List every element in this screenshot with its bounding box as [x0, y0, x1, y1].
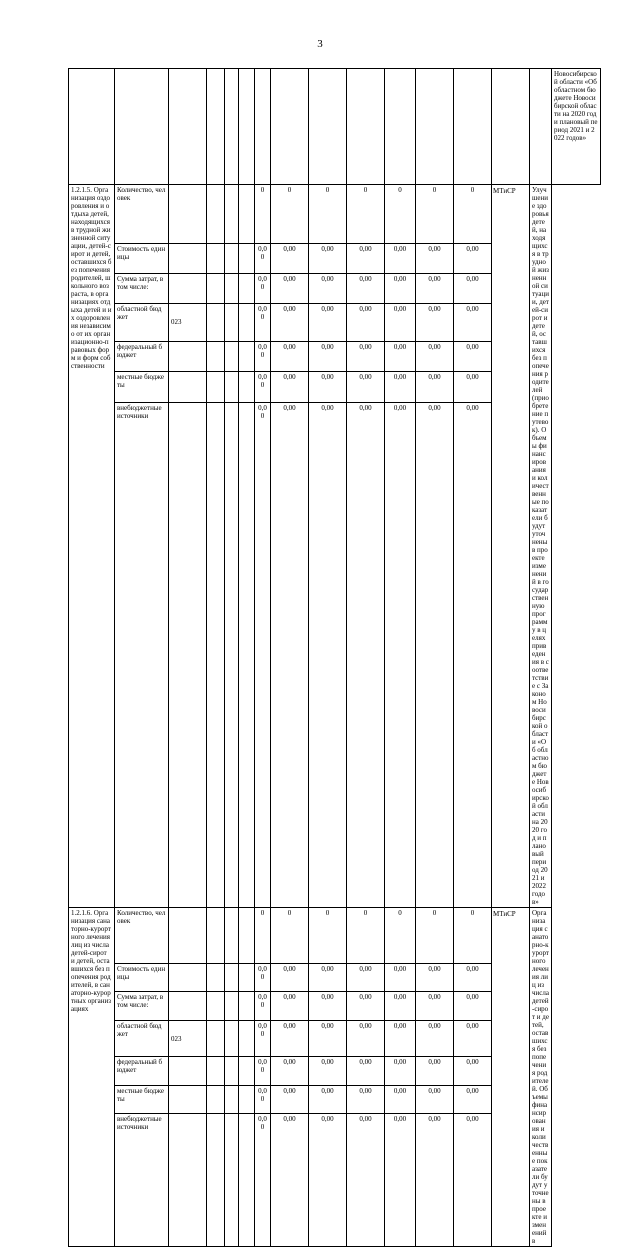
measure-name: 1.2.1.5. Организация оздоровления и отдыха детей, находящихся в трудной жизненной ситуации, детей-сирот и детей, оставшихся без попечения родителей, школьного возраста, в организациях отдыха детей и их оздоровления независимо от их организационно-правовых форм и форм собственности	[69, 185, 115, 908]
executor: МТиСР	[492, 185, 530, 908]
table-cell: 0,00	[454, 963, 492, 992]
expected-result: Организация санаторно-курортного лечения лиц из числа детей-сирот и детей, оставшихся без попечения родителей. Объемы финансирования и количественные показатели будут уточнены в проекте изменений в	[530, 908, 552, 1247]
table-row	[69, 908, 601, 964]
table-cell: 0	[454, 908, 492, 964]
table-cell: 0,00	[309, 402, 347, 907]
table-cell: 0,00	[309, 1057, 347, 1086]
table-cell: 0	[454, 185, 492, 244]
indicator-label: Количество, человек	[115, 185, 169, 244]
table-cell: 0,00	[454, 992, 492, 1021]
table-cell: 0,00	[385, 402, 416, 907]
table-cell: 0,00	[347, 402, 385, 907]
table-cell: 0,00	[255, 1057, 271, 1086]
table-cell: 0	[271, 908, 309, 964]
table-cell: 0,00	[416, 992, 454, 1021]
table-cell: 0,00	[255, 273, 271, 303]
table-cell: 0,00	[309, 243, 347, 273]
program-table	[68, 68, 601, 1247]
table-cell: 0,00	[416, 963, 454, 992]
table-cell: 0,00	[271, 342, 309, 372]
kbk-code: 023	[169, 1020, 207, 1056]
table-cell: 0,00	[271, 1057, 309, 1086]
table-cell: 0,00	[454, 1114, 492, 1247]
table-cell: 0,00	[416, 342, 454, 372]
table-cell: 0,00	[309, 342, 347, 372]
indicator-label: Стоимость единицы	[115, 963, 169, 992]
page-number: 3	[317, 38, 323, 50]
table-cell: 0,00	[309, 1114, 347, 1247]
table-cell: 0,00	[347, 372, 385, 402]
table-cell: 0	[385, 908, 416, 964]
table-cell: 0,00	[416, 402, 454, 907]
table-cell: 0,00	[309, 992, 347, 1021]
table-cell: 0,00	[454, 1085, 492, 1114]
indicator-label: федеральный бюджет	[115, 1057, 169, 1086]
table-cell: 0,00	[271, 963, 309, 992]
table-cell: 0,00	[454, 273, 492, 303]
table-cell: 0,00	[347, 1114, 385, 1247]
table-cell: 0,00	[255, 1085, 271, 1114]
table-cell: 0	[255, 908, 271, 964]
table-cell: 0,00	[385, 372, 416, 402]
table-cell: 0,00	[271, 992, 309, 1021]
table-cell: 0,00	[416, 372, 454, 402]
table-cell: 0	[309, 908, 347, 964]
table-cell: 0,00	[454, 342, 492, 372]
indicator-label: внебюджетные источники	[115, 1114, 169, 1247]
table-cell: 0,00	[271, 1085, 309, 1114]
table-cell: 0,00	[385, 992, 416, 1021]
table-cell: 0,00	[385, 1057, 416, 1086]
table-cell: 0,00	[454, 1057, 492, 1086]
table-cell: 0,00	[454, 372, 492, 402]
table-cell: 0,00	[385, 963, 416, 992]
table-cell: 0	[347, 908, 385, 964]
table-cell: 0,00	[271, 1020, 309, 1056]
table-cell: 0	[416, 908, 454, 964]
table-cell: 0,00	[271, 273, 309, 303]
table-cell: 0,00	[347, 963, 385, 992]
table-cell: 0,00	[255, 1020, 271, 1056]
table-cell: 0,00	[271, 243, 309, 273]
indicator-label: Стоимость единицы	[115, 243, 169, 273]
kbk-code: 023	[169, 304, 207, 342]
indicator-label: федеральный бюджет	[115, 342, 169, 372]
table-cell: 0,00	[309, 1085, 347, 1114]
table-cell: 0,00	[255, 402, 271, 907]
measure-name: 1.2.1.6. Организация санаторно-курортного лечения лиц из числа детей-сирот и детей, оставшихся без попечения родителей, в санаторно-курортных организациях	[69, 908, 115, 1247]
table-cell: 0	[271, 185, 309, 244]
indicator-label: местные бюджеты	[115, 1085, 169, 1114]
indicator-label: областной бюджет	[115, 304, 169, 342]
table-cell: 0,00	[309, 304, 347, 342]
expected-result: Улучшение здоровья детей, находящихся в трудной жизненной ситуации, детей-сирот и детей, оставшихся без попечения родителей (приобретение путевок). Объемы финансирования и количественные показатели будут уточнены в проекте изменений в государственную программу в целях приведения в соответствие с Законом Новосибирской области «Об областном бюджете Новосибирской области на 2020 год и плановый период 2021 и 2022 годов»	[530, 185, 552, 908]
table-cell: 0,00	[385, 342, 416, 372]
table-cell: 0	[255, 185, 271, 244]
table-cell: 0,00	[347, 342, 385, 372]
table-cell: 0,00	[347, 243, 385, 273]
table-cell: 0,00	[416, 1057, 454, 1086]
table-cell: 0,00	[347, 273, 385, 303]
table-cell: 0	[385, 185, 416, 244]
executor: МТиСР	[492, 908, 530, 1247]
table-row	[69, 185, 601, 244]
table-cell: 0	[309, 185, 347, 244]
indicator-label: областной бюджет	[115, 1020, 169, 1056]
table-cell: 0,00	[309, 372, 347, 402]
table-cell: 0,00	[347, 1020, 385, 1056]
top-note: Новосибирской области «Об областном бюджете Новосибирской области на 2020 год и плановый период 2021 и 2022 годов»	[552, 69, 601, 185]
table-cell: 0,00	[271, 1114, 309, 1247]
table-cell: 0,00	[416, 1114, 454, 1247]
table-cell: 0	[416, 185, 454, 244]
table-cell: 0,00	[309, 273, 347, 303]
table-cell: 0,00	[416, 243, 454, 273]
table-cell: 0,00	[347, 1057, 385, 1086]
table-cell: 0,00	[416, 1020, 454, 1056]
table-cell: 0,00	[309, 963, 347, 992]
table-cell: 0,00	[385, 1114, 416, 1247]
table-cell: 0,00	[454, 402, 492, 907]
table-cell: 0,00	[454, 304, 492, 342]
table-cell: 0,00	[347, 304, 385, 342]
indicator-label: Количество, человек	[115, 908, 169, 964]
table-cell: 0,00	[255, 342, 271, 372]
table-cell: 0,00	[416, 273, 454, 303]
table-cell: 0,00	[454, 1020, 492, 1056]
table-cell: 0,00	[309, 1020, 347, 1056]
table-cell: 0,00	[347, 992, 385, 1021]
table-cell: 0,00	[347, 1085, 385, 1114]
table-cell: 0,00	[385, 1020, 416, 1056]
table-cell: 0,00	[255, 243, 271, 273]
table-cell: 0,00	[385, 1085, 416, 1114]
table-cell: 0,00	[255, 1114, 271, 1247]
table-cell: 0,00	[255, 304, 271, 342]
table-cell: 0,00	[416, 1085, 454, 1114]
table-cell: 0	[347, 185, 385, 244]
table-cell: 0,00	[271, 402, 309, 907]
table-cell: 0,00	[385, 273, 416, 303]
indicator-label: Сумма затрат, в том числе:	[115, 273, 169, 303]
indicator-label: местные бюджеты	[115, 372, 169, 402]
table-cell: 0,00	[454, 243, 492, 273]
table-cell: 0,00	[271, 304, 309, 342]
top-row	[69, 69, 601, 185]
table-cell: 0,00	[255, 372, 271, 402]
indicator-label: внебюджетные источники	[115, 402, 169, 907]
table-cell: 0,00	[255, 963, 271, 992]
table-cell: 0,00	[255, 992, 271, 1021]
table-cell: 0,00	[385, 304, 416, 342]
table-cell: 0,00	[416, 304, 454, 342]
indicator-label: Сумма затрат, в том числе:	[115, 992, 169, 1021]
table-cell: 0,00	[385, 243, 416, 273]
table-cell: 0,00	[271, 372, 309, 402]
